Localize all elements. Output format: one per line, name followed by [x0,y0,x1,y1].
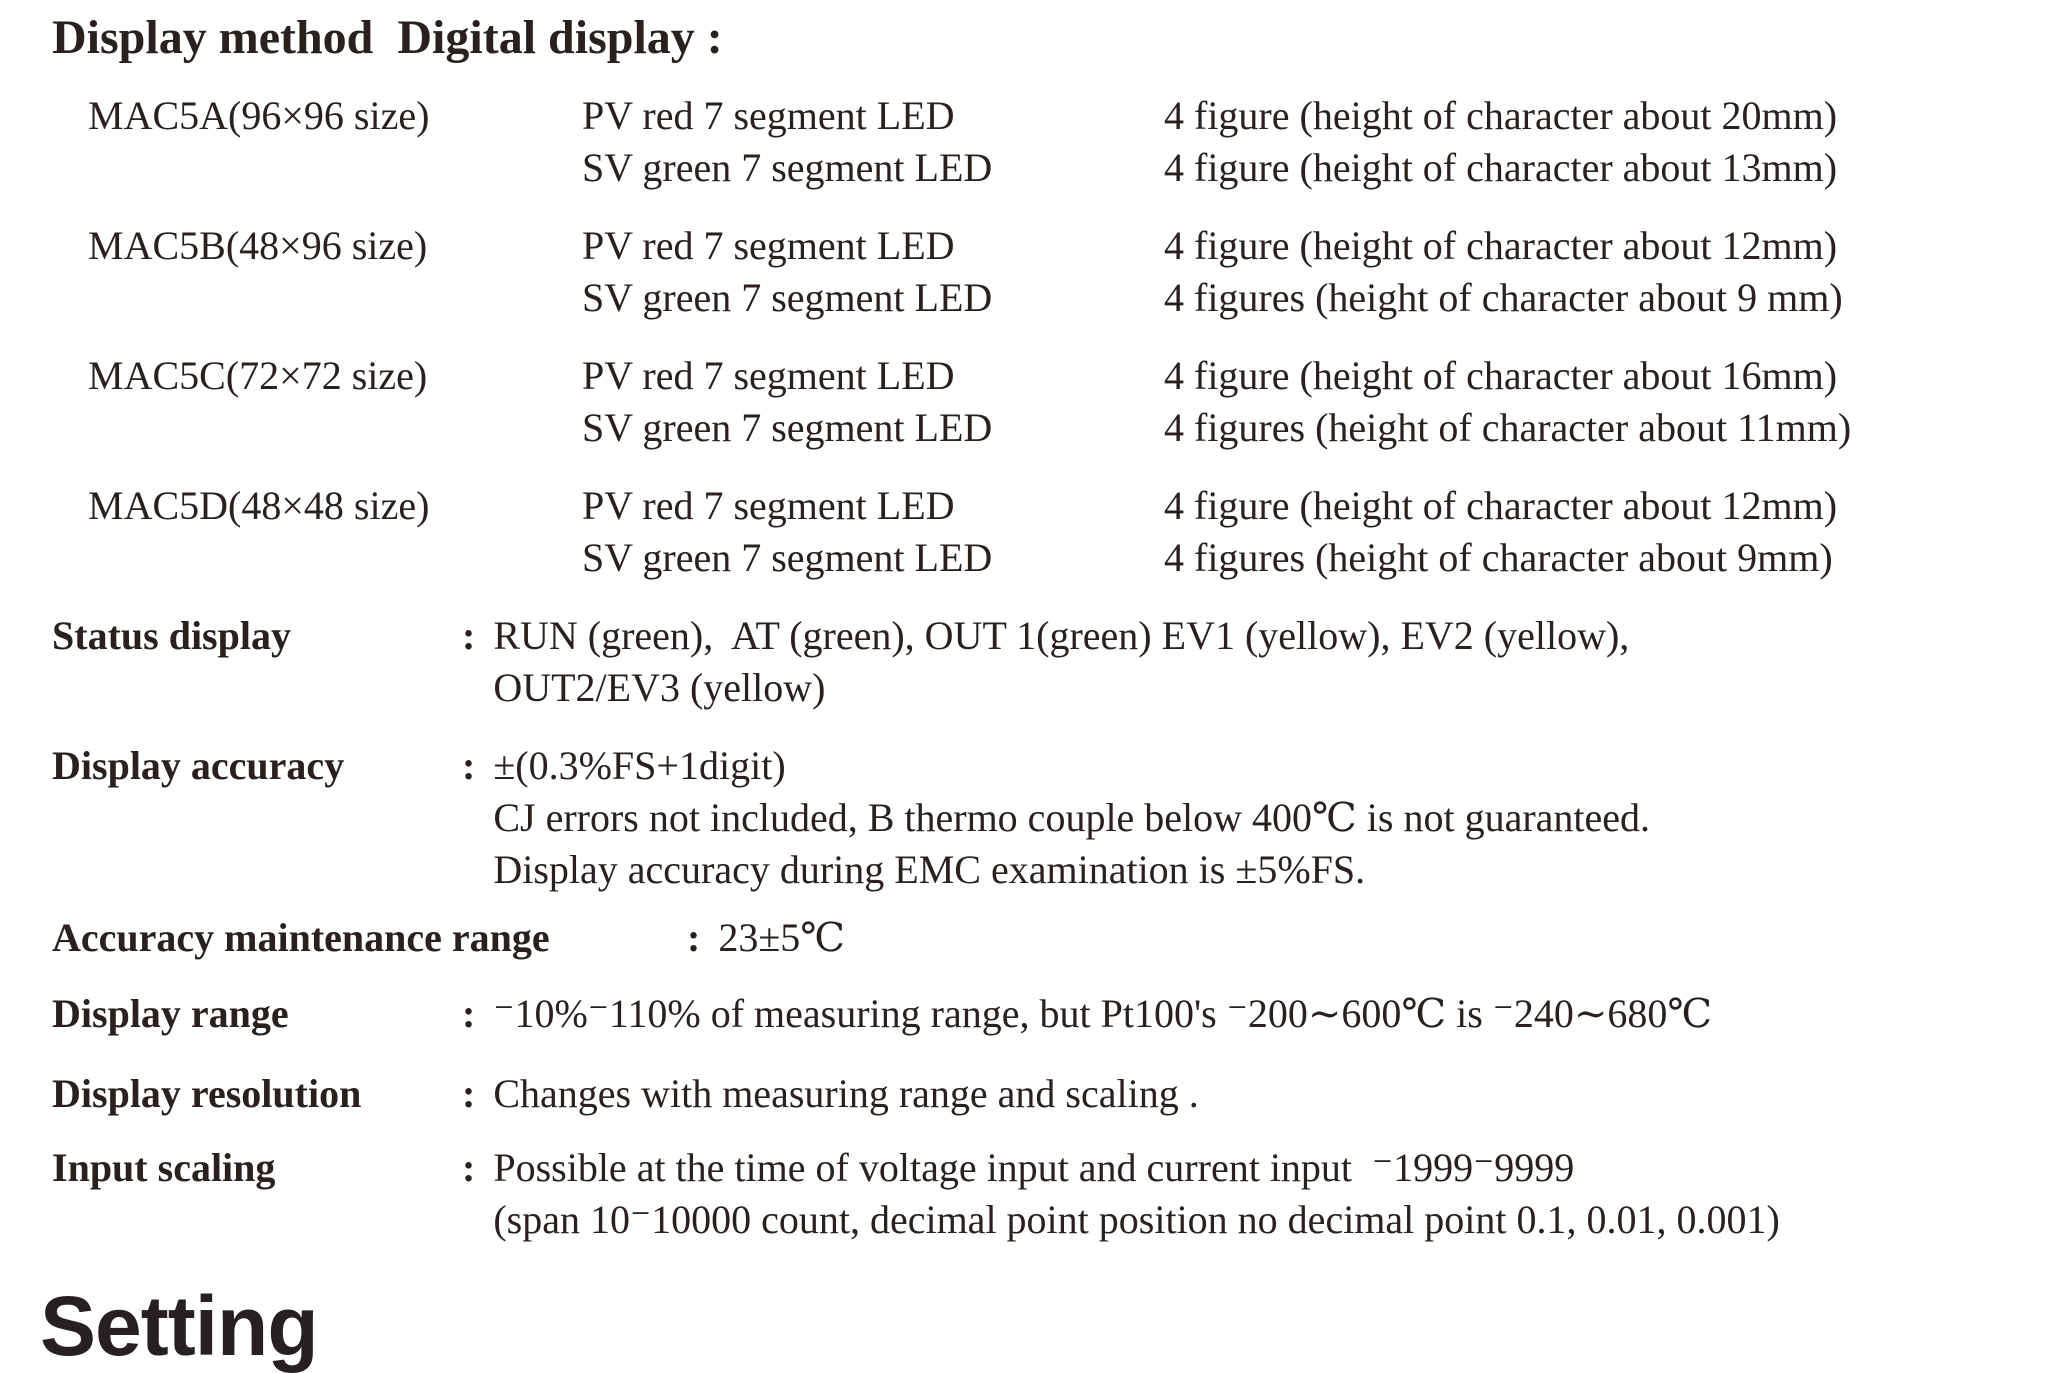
pv-figures-line: 4 figure (height of character about 12mm) [1164,483,1838,528]
sv-display-line: SV green 7 segment LED [582,405,993,450]
spec-value [493,1142,1780,1246]
spec-value-line: Possible at the time of voltage input and current input ⁻1999⁻9999 [493,1145,1575,1190]
colon-separator: : [462,1145,476,1190]
spec-value-line: 23±5℃ [718,915,846,960]
model-figures-column [1164,350,1851,454]
spec-value-line: ±(0.3%FS+1digit) [493,743,786,788]
model-name: MAC5A(96×96 size) [88,93,430,138]
pv-figures-line: 4 figure (height of character about 16mm) [1164,353,1838,398]
colon-separator: : [462,613,476,658]
spec-row-input-scaling [52,1142,1780,1246]
spec-label: Display accuracy [52,743,345,788]
spec-value [493,988,1712,1040]
spec-value-line: Display accuracy during EMC examination is ±5%FS. [493,847,1366,892]
spec-label: Status display [52,613,291,658]
sv-display-line: SV green 7 segment LED [582,535,993,580]
spec-row-status-display [52,610,1629,714]
sv-display-line: SV green 7 segment LED [582,145,993,190]
page-title: Display method Digital display : [52,11,723,64]
model-figures-column [1164,480,1837,584]
spec-label: Input scaling [52,1145,276,1190]
model-row-mac5c [88,350,1851,454]
pv-display-line: PV red 7 segment LED [582,223,955,268]
spec-value [493,1068,1198,1120]
spec-row-display-range [52,988,1712,1040]
spec-value [493,740,1650,896]
colon-separator: : [462,1071,476,1116]
model-row-mac5b [88,220,1843,324]
model-figures-column [1164,220,1843,324]
spec-value-line: CJ errors not included, B thermo couple below 400℃ is not guaranteed. [493,795,1651,840]
sv-figures-line: 4 figures (height of character about 11mm) [1164,405,1852,450]
model-figures-column [1164,90,1837,194]
model-display-column [582,220,1164,324]
sv-figures-line: 4 figures (height of character about 9 mm) [1164,275,1843,320]
model-name: MAC5C(72×72 size) [88,353,428,398]
spec-value-line: Changes with measuring range and scaling . [493,1071,1199,1116]
pv-display-line: PV red 7 segment LED [582,483,955,528]
model-display-column [582,480,1164,584]
spec-row-accuracy-maintenance-range [52,912,845,964]
spec-row-display-resolution [52,1068,1199,1120]
spec-value [718,912,845,964]
spec-label: Accuracy maintenance range [52,915,550,960]
sv-figures-line: 4 figures (height of character about 9mm) [1164,535,1833,580]
model-name: MAC5D(48×48 size) [88,483,430,528]
model-name: MAC5B(48×96 size) [88,223,428,268]
spec-value-line: RUN (green), AT (green), OUT 1(green) EV1 (yellow), EV2 (yellow), [493,613,1630,658]
pv-display-line: PV red 7 segment LED [582,93,955,138]
spec-value-line: ⁻10%⁻110% of measuring range, but Pt100's ⁻200∼600℃ is ⁻240∼680℃ [493,991,1713,1036]
pv-display-line: PV red 7 segment LED [582,353,955,398]
spec-value-line: (span 10⁻10000 count, decimal point position no decimal point 0.1, 0.01, 0.001) [493,1197,1780,1242]
pv-figures-line: 4 figure (height of character about 12mm) [1164,223,1838,268]
model-display-column [582,350,1164,454]
sv-display-line: SV green 7 segment LED [582,275,993,320]
spec-row-display-accuracy [52,740,1650,896]
spec-label: Display resolution [52,1071,362,1116]
colon-separator: : [462,991,476,1036]
spec-label: Display range [52,991,289,1036]
model-display-column [582,90,1164,194]
colon-separator: : [687,915,701,960]
model-row-mac5a [88,90,1837,194]
colon-separator: : [462,743,476,788]
model-row-mac5d [88,480,1837,584]
section-heading-setting: Setting [40,1279,318,1373]
pv-figures-line: 4 figure (height of character about 20mm) [1164,93,1838,138]
spec-value-line: OUT2/EV3 (yellow) [493,665,826,710]
sv-figures-line: 4 figure (height of character about 13mm) [1164,145,1838,190]
spec-value [493,610,1629,714]
